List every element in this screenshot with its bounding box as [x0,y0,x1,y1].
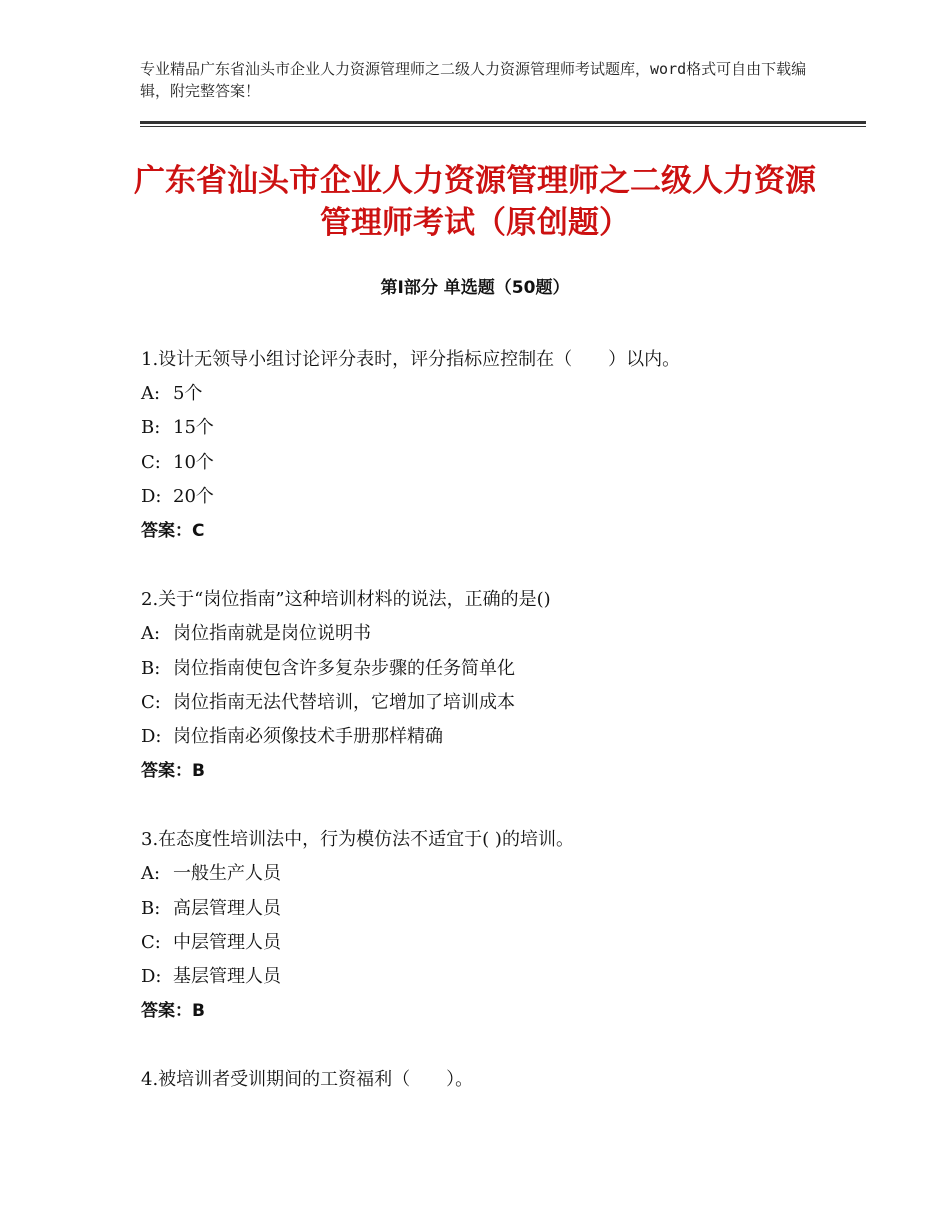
question-stem: 2.关于“岗位指南”这种培训材料的说法，正确的是() [141,589,551,611]
header-rule-thin [140,126,866,127]
question-list [141,343,841,1133]
answer-label: 答案：B [141,761,205,782]
option-a [141,377,841,411]
option-a [141,617,841,651]
header-rule-thick [140,121,866,124]
option-c [141,446,841,480]
question-2 [141,583,841,788]
option-text: 岗位指南就是岗位说明书 [173,623,371,645]
answer-label: 答案：C [141,520,205,541]
option-d [141,720,841,754]
option-letter: D: [141,966,162,987]
option-letter: A: [141,863,161,885]
answer-label: 答案：B [141,1001,205,1022]
option-text: 高层管理人员 [173,897,281,919]
option-letter: B: [141,897,161,919]
section-title: 第Ⅰ部分 单选题（50题） [380,278,570,298]
option-b [141,411,841,445]
question-3 [141,823,841,1028]
option-text: 15个 [173,417,214,439]
option-letter: D: [141,725,162,747]
option-b [141,892,841,926]
option-letter: A: [141,383,161,405]
header-note: 专业精品广东省汕头市企业人力资源管理师之二级人力资源管理师考试题库，word格式可自由下载编辑，附完整答案！ [140,60,807,100]
option-letter: C: [141,691,161,713]
option-b [141,652,841,686]
question-4 [141,1063,841,1097]
option-text: 20个 [173,485,214,507]
option-a [141,857,841,891]
question-1 [141,343,841,548]
option-c [141,926,841,960]
option-text: 中层管理人员 [173,931,281,953]
option-text: 基层管理人员 [173,966,281,987]
option-text: 5个 [173,383,203,405]
option-text: 岗位指南必须像技术手册那样精确 [173,725,443,747]
option-letter: C: [141,451,161,473]
option-text: 一般生产人员 [173,863,281,885]
question-stem: 1.设计无领导小组讨论评分表时，评分指标应控制在（ ）以内。 [141,349,681,370]
option-d [141,960,841,994]
option-letter: B: [141,417,161,439]
question-stem: 4.被培训者受训期间的工资福利（ ）。 [141,1069,474,1091]
option-letter: B: [141,657,161,679]
option-text: 岗位指南无法代替培训，它增加了培训成本 [173,691,515,713]
document-title: 广东省汕头市企业人力资源管理师之二级人力资源管理师考试（原创题） [134,163,816,241]
question-stem: 3.在态度性培训法中，行为模仿法不适宜于( )的培训。 [141,829,574,851]
option-text: 岗位指南使包含许多复杂步骤的任务简单化 [173,657,515,679]
option-letter: A: [141,623,161,645]
option-d [141,480,841,514]
option-c [141,686,841,720]
option-letter: D: [141,485,162,507]
option-letter: C: [141,931,161,953]
option-text: 10个 [173,451,214,473]
